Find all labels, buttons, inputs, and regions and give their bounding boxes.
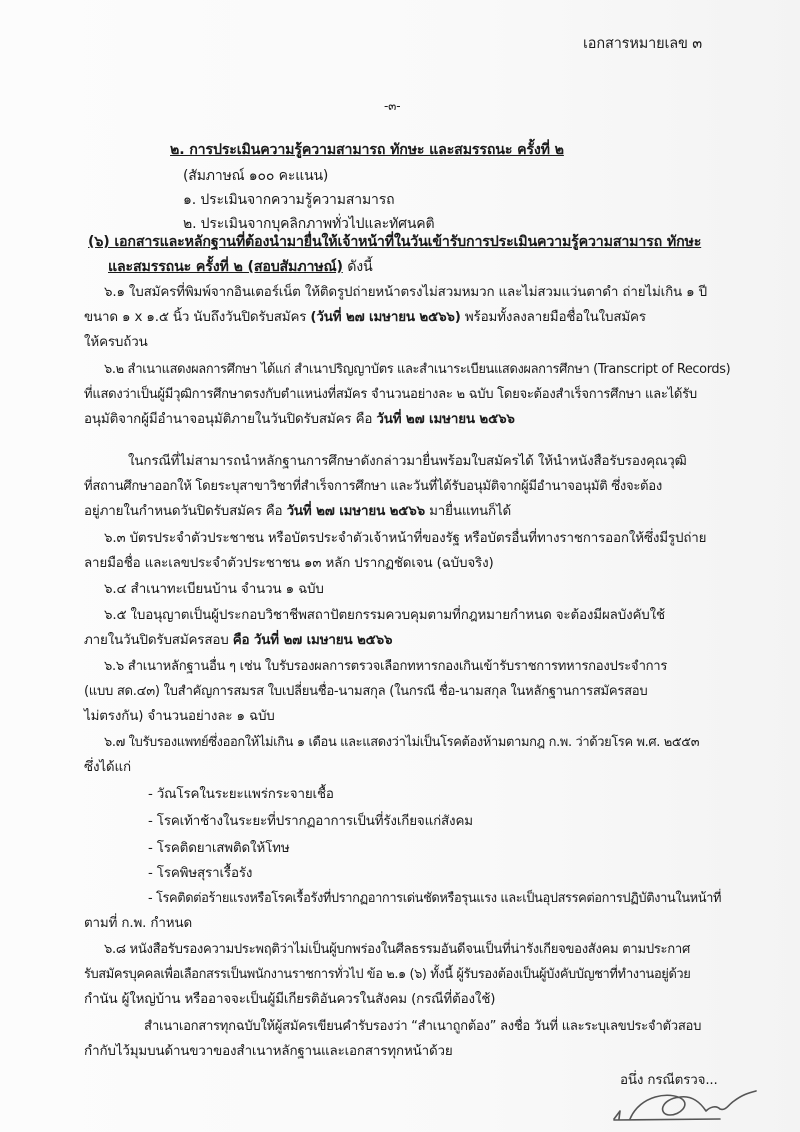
section-2-item-1: ๑. ประเมินจากความรู้ความสามารถ xyxy=(183,192,395,208)
deadline-date: คือ วันที่ ๒๗ เมษายน ๒๕๖๖ xyxy=(232,633,393,648)
continuation-text: อนึ่ง กรณีตรวจ... xyxy=(620,1073,718,1088)
section-6-heading-line-1: (๖) เอกสารและหลักฐานที่ต้องนำมายื่นให้เจ้าหน้าที่ในวันเข้ารับการประเมินความรู้ความสามารถ ทักษะ xyxy=(88,234,702,250)
item-6-2-note-line-2: ที่สถานศึกษาออกให้ โดยระบุสาขาวิชาที่สำเร็จการศึกษา และวันที่ได้รับอนุมัติจากผู้มีอำนาจอนุมัติ ซึ่งจะต้อง xyxy=(84,479,662,494)
item-6-3-line-2: ลายมือชื่อ และเลขประจำตัวประชาชน ๑๓ หลัก ปรากฏชัดเจน (ฉบับจริง) xyxy=(84,556,494,571)
item-6-1-text: ขนาด ๑ x ๑.๕ นิ้ว นับถึงวันปิดรับสมัคร xyxy=(84,310,311,325)
section-6-heading-underlined: และสมรรถนะ ครั้งที่ ๒ (สอบสัมภาษณ์) xyxy=(108,259,343,275)
item-6-7-line-end: ตามที่ ก.พ. กำหนด xyxy=(84,916,193,931)
page-number: -๓- xyxy=(384,99,401,113)
item-6-8-line-1: ๖.๘ หนังสือรับรองความประพฤติว่าไม่เป็นผู้บกพร่องในศีลธรรมอันดีจนเป็นที่น่ารังเกียจของสังคม ตามประกาศ xyxy=(104,942,690,957)
item-6-2-note-line-3 xyxy=(84,502,511,522)
section-2-subtitle: (สัมภาษณ์ ๑๐๐ คะแนน) xyxy=(183,168,329,184)
item-6-7-line-1: ๖.๗ ใบรับรองแพทย์ซึ่งออกให้ไม่เกิน ๑ เดือน และแสดงว่าไม่เป็นโรคต้องห้ามตามกฎ ก.พ. ว่าด้วยโรค พ.ศ. ๒๕๕๓ xyxy=(104,735,700,750)
section-6-heading-rest: ดังนี้ xyxy=(342,259,373,275)
disease-item: - โรคติดต่อร้ายแรงหรือโรคเรื้อรังที่ปรากฏอาการเด่นชัดหรือรุนแรง และเป็นอุปสรรคต่อการปฏิบัติงานในหน้าที่ xyxy=(148,891,722,906)
item-6-6-line-3: ไม่ตรงกัน) จำนวนอย่างละ ๑ ฉบับ xyxy=(84,709,275,724)
deadline-date: (วันที่ ๒๗ เมษายน ๒๕๖๖) xyxy=(310,310,461,325)
item-6-3-line-1: ๖.๓ บัตรประจำตัวประชาชน หรือบัตรประจำตัวเจ้าหน้าที่ของรัฐ หรือบัตรอื่นที่ทางราชการออกให้ซึ่งมีรูปถ่าย xyxy=(104,531,707,546)
item-6-1-line-3: ให้ครบถ้วน xyxy=(84,335,148,350)
item-6-5-line-2 xyxy=(84,631,392,651)
signature-icon xyxy=(610,1085,760,1125)
item-6-1-text: พร้อมทั้งลงลายมือชื่อในใบสมัคร xyxy=(460,310,646,325)
document-number: เอกสารหมายเลข ๓ xyxy=(583,36,703,52)
copy-note-line-1: สำเนาเอกสารทุกฉบับให้ผู้สมัครเขียนคำรับรองว่า “สำเนาถูกต้อง” ลงชื่อ วันที่ และระบุเลขประจำตัวสอบ xyxy=(144,1019,702,1034)
item-6-7-line-2: ซึ่งได้แก่ xyxy=(84,760,131,775)
item-6-5-text: ภายในวันปิดรับสมัครสอบ xyxy=(84,633,233,648)
disease-item: - โรคติดยาเสพติดให้โทษ xyxy=(148,841,290,856)
item-6-2-line-1: ๖.๒ สำเนาแสดงผลการศึกษา ได้แก่ สำเนาปริญญาบัตร และสำเนาระเบียนแสดงผลการศึกษา (Transcript of Records) xyxy=(104,362,731,377)
item-6-4-line-1: ๖.๔ สำเนาทะเบียนบ้าน จำนวน ๑ ฉบับ xyxy=(104,582,324,597)
section-2-item-2: ๒. ประเมินจากบุคลิกภาพทั่วไปและทัศนคติ xyxy=(183,216,435,232)
section-2-title: ๒. การประเมินความรู้ความสามารถ ทักษะ และสมรรถนะ ครั้งที่ ๒ xyxy=(170,142,564,158)
deadline-date: วันที่ ๒๗ เมษายน ๒๕๖๖ xyxy=(376,412,515,427)
item-6-2-line-2: ที่แสดงว่าเป็นผู้มีวุฒิการศึกษาตรงกับตำแหน่งที่สมัคร จำนวนอย่างละ ๒ ฉบับ โดยจะต้องสำเร็จการศึกษา และได้รับ xyxy=(84,387,697,402)
item-6-1-line-1: ๖.๑ ใบสมัครที่พิมพ์จากอินเตอร์เน็ต ให้ติดรูปถ่ายหน้าตรงไม่สวมหมวก และไม่สวมแว่นตาดำ ถ่ายไม่เกิน ๑ ปี xyxy=(104,285,707,300)
item-6-2-note-text: มายื่นแทนก็ได้ xyxy=(424,504,512,519)
disease-item: - โรคเท้าช้างในระยะที่ปรากฏอาการเป็นที่รังเกียจแก่สังคม xyxy=(148,814,473,829)
section-6-heading-line-2 xyxy=(108,257,373,277)
copy-note-line-2: กำกับไว้มุมบนด้านขวาของสำเนาหลักฐานและเอกสารทุกหน้าด้วย xyxy=(84,1044,453,1059)
item-6-2-note-text: อยู่ภายในกำหนดวันปิดรับสมัคร คือ xyxy=(84,504,287,519)
item-6-2-line-3 xyxy=(84,410,515,430)
item-6-2-note-line-1: ในกรณีที่ไม่สามารถนำหลักฐานการศึกษาดังกล่าวมายื่นพร้อมใบสมัครได้ ให้นำหนังสือรับรองคุณวุฒิ xyxy=(128,454,687,469)
item-6-5-line-1: ๖.๕ ใบอนุญาตเป็นผู้ประกอบวิชาชีพสถาปัตยกรรมควบคุมตามที่กฎหมายกำหนด จะต้องมีผลบังคับใช้ xyxy=(104,608,665,623)
item-6-8-line-2: รับสมัครบุคคลเพื่อเลือกสรรเป็นพนักงานราชการทั่วไป ข้อ ๒.๑ (๖) ทั้งนี้ ผู้รับรองต้องเป็นผู้บังคับบัญชาที่ทำงานอยู่ด้วย xyxy=(84,967,691,982)
item-6-6-line-1: ๖.๖ สำเนาหลักฐานอื่น ๆ เช่น ใบรับรองผลการตรวจเลือกทหารกองเกินเข้ารับราชการทหารกองประจำการ xyxy=(104,659,668,674)
item-6-2-text: อนุมัติจากผู้มีอำนาจอนุมัติภายในวันปิดรับสมัคร คือ xyxy=(84,412,377,427)
item-6-8-line-3: กำนัน ผู้ใหญ่บ้าน หรืออาจจะเป็นผู้มีเกียรติอันควรในสังคม (กรณีที่ต้องใช้) xyxy=(84,992,496,1007)
deadline-date: วันที่ ๒๗ เมษายน ๒๕๖๖ xyxy=(286,504,425,519)
disease-item: - โรคพิษสุราเรื้อรัง xyxy=(148,866,253,881)
item-6-1-line-2 xyxy=(84,308,646,328)
item-6-6-line-2: (แบบ สด.๔๓) ใบสำคัญการสมรส ใบเปลี่ยนชื่อ-นามสกุล (ในกรณี ชื่อ-นามสกุล ในหลักฐานการสมัครสอบ xyxy=(84,684,648,699)
disease-item: - วัณโรคในระยะแพร่กระจายเชื้อ xyxy=(148,787,334,802)
